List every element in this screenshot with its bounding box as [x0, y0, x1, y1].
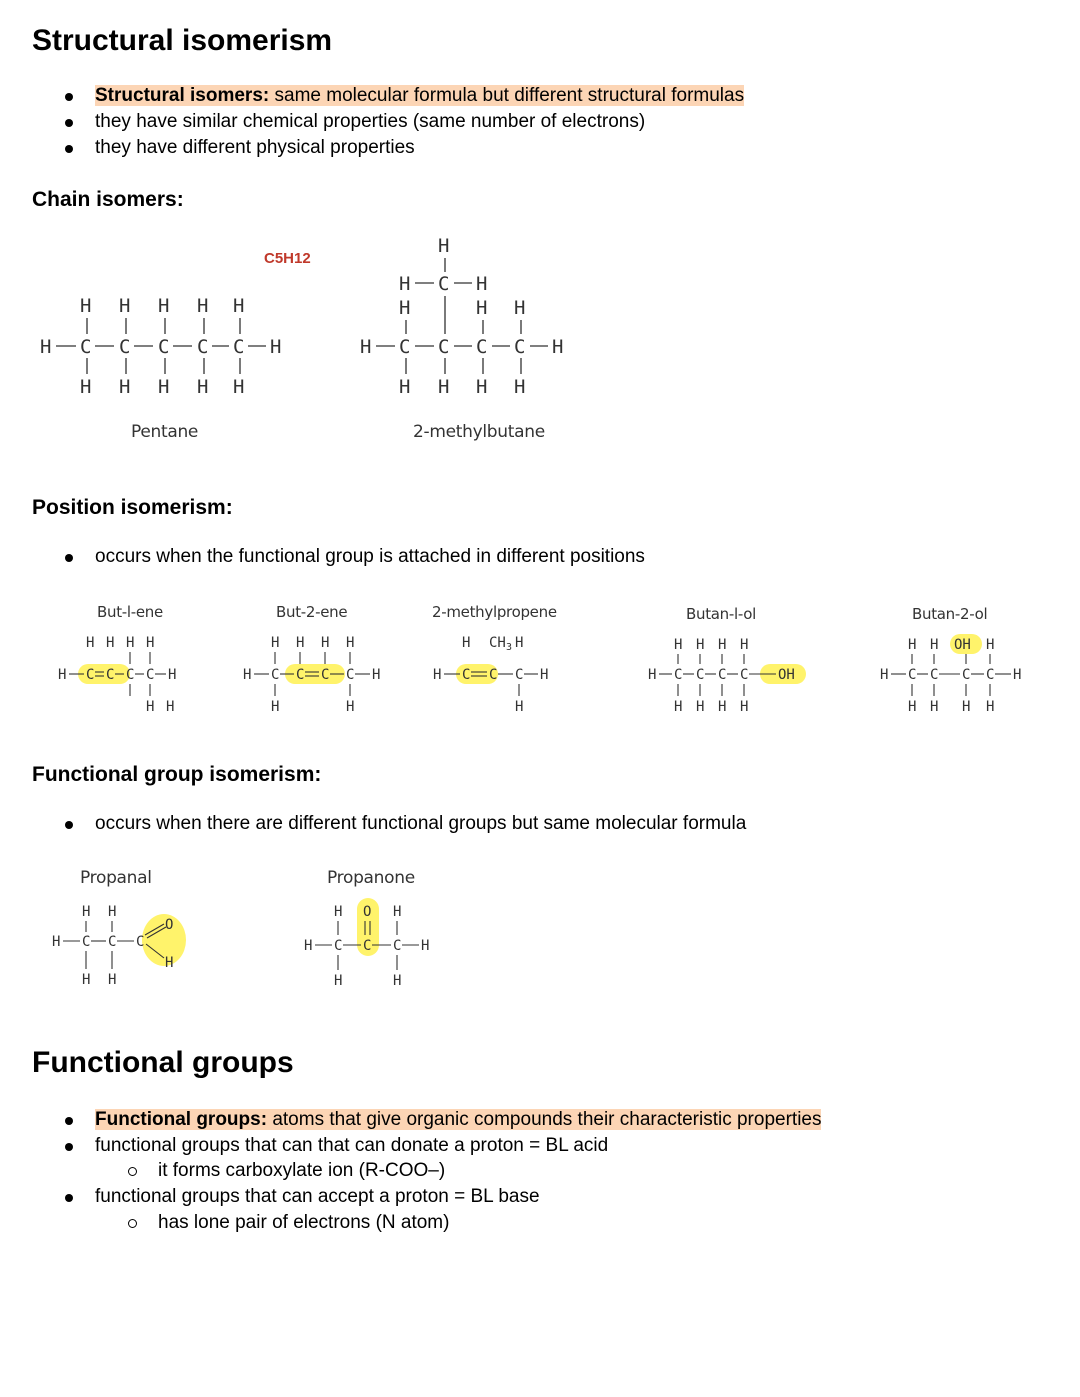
svg-text:C: C — [930, 667, 939, 683]
svg-text:H: H — [399, 297, 411, 319]
svg-text:H: H — [52, 934, 61, 950]
svg-text:H: H — [740, 699, 749, 715]
svg-text:H: H — [462, 635, 471, 651]
svg-text:H: H — [158, 376, 170, 398]
label-propanal: Propanal — [80, 868, 152, 888]
svg-text:H: H — [296, 635, 305, 651]
svg-text:C: C — [158, 336, 170, 358]
svg-text:C: C — [334, 938, 343, 954]
atom-h: H — [197, 295, 209, 317]
svg-text:H: H — [233, 376, 245, 398]
svg-text:H: H — [106, 635, 115, 651]
svg-text:C: C — [438, 336, 450, 358]
section-title-functional-groups: Functional groups — [32, 1046, 294, 1079]
label-2-methylbutane: 2-methylbutane — [413, 422, 545, 442]
svg-text:H: H — [718, 637, 727, 653]
bullet-similar-chemical: they have similar chemical properties (same number of electrons) — [95, 111, 646, 132]
svg-text:H: H — [108, 972, 117, 988]
bullet-dot — [65, 1194, 73, 1202]
svg-text:H: H — [165, 955, 174, 971]
svg-text:H: H — [674, 637, 683, 653]
svg-text:H: H — [986, 637, 995, 653]
svg-text:H: H — [515, 635, 524, 651]
atom-h: H — [80, 295, 92, 317]
bullet-dot — [65, 1143, 73, 1151]
bullet-functional-groups-definition — [95, 1109, 821, 1131]
svg-text:C: C — [108, 934, 117, 950]
svg-text:H: H — [360, 336, 372, 358]
svg-text:H: H — [40, 336, 52, 358]
svg-text:OH: OH — [954, 637, 971, 653]
svg-text:H: H — [476, 297, 488, 319]
bullet-bl-acid: functional groups that can that can donate a proton = BL acid — [95, 1135, 609, 1156]
svg-text:H: H — [674, 699, 683, 715]
svg-text:C: C — [82, 934, 91, 950]
svg-text:H: H — [514, 297, 526, 319]
atom-h: H — [233, 295, 245, 317]
svg-text:C: C — [393, 938, 402, 954]
svg-text:C: C — [146, 667, 155, 683]
svg-text:C: C — [462, 667, 471, 683]
svg-text:H: H — [552, 336, 564, 358]
svg-text:H: H — [930, 637, 939, 653]
svg-text:H: H — [82, 904, 91, 920]
svg-text:C: C — [271, 667, 280, 683]
svg-text:3: 3 — [506, 642, 513, 653]
label-propanone: Propanone — [327, 868, 415, 888]
svg-text:H: H — [321, 635, 330, 651]
svg-text:H: H — [146, 699, 155, 715]
bullet-different-physical: they have different physical properties — [95, 137, 415, 158]
label-2-methylpropene: 2-methylpropene — [432, 603, 557, 621]
svg-text:O: O — [165, 917, 174, 933]
bullet-dot — [65, 1117, 73, 1125]
svg-text:C: C — [346, 667, 355, 683]
svg-text:H: H — [271, 635, 280, 651]
svg-text:H: H — [696, 637, 705, 653]
svg-text:H: H — [696, 699, 705, 715]
svg-text:H: H — [740, 637, 749, 653]
atom-h: H — [158, 295, 170, 317]
section-title-functional-group-isomerism: Functional group isomerism: — [32, 763, 322, 786]
svg-text:H: H — [82, 972, 91, 988]
svg-text:H: H — [334, 904, 343, 920]
section-title-position-isomerism: Position isomerism: — [32, 496, 233, 519]
svg-text:H: H — [346, 699, 355, 715]
svg-text:H: H — [476, 273, 488, 295]
svg-text:H: H — [908, 637, 917, 653]
svg-text:C: C — [674, 667, 683, 683]
sub-bullet-circle — [128, 1167, 137, 1176]
svg-text:C: C — [718, 667, 727, 683]
svg-text:H: H — [86, 635, 95, 651]
term-structural-isomers: Structural isomers: — [95, 85, 270, 106]
svg-text:C: C — [740, 667, 749, 683]
sub-bullet-circle — [128, 1219, 137, 1228]
svg-text:C: C — [696, 667, 705, 683]
svg-text:H: H — [271, 699, 280, 715]
bullet-position: occurs when the functional group is attached in different positions — [95, 546, 645, 567]
svg-text:H: H — [718, 699, 727, 715]
svg-text:C: C — [136, 934, 145, 950]
svg-text:H: H — [108, 904, 117, 920]
definition-text: same molecular formula but different structural formulas — [269, 85, 745, 106]
label-butan-1-ol: Butan-l-ol — [686, 605, 756, 623]
svg-text:H: H — [908, 699, 917, 715]
svg-text:H: H — [197, 376, 209, 398]
svg-text:H: H — [540, 667, 549, 683]
svg-text:H: H — [304, 938, 313, 954]
svg-text:H: H — [334, 973, 343, 989]
svg-text:C: C — [106, 667, 115, 683]
label-butan-2-ol: Butan-2-ol — [912, 605, 988, 623]
formula-c5h12: C5H12 — [264, 250, 311, 267]
svg-text:H: H — [393, 973, 402, 989]
svg-text:C: C — [119, 336, 131, 358]
svg-text:C: C — [126, 667, 135, 683]
svg-text:H: H — [648, 667, 657, 683]
svg-text:C: C — [514, 336, 526, 358]
svg-text:C: C — [489, 667, 498, 683]
svg-text:H: H — [986, 699, 995, 715]
svg-text:H: H — [166, 699, 175, 715]
svg-text:CH: CH — [489, 635, 506, 651]
atom-h: H — [119, 295, 131, 317]
bullet-functional-isomerism: occurs when there are different functional groups but same molecular formula — [95, 813, 747, 834]
svg-text:C: C — [86, 667, 95, 683]
svg-text:OH: OH — [778, 667, 795, 683]
svg-text:C: C — [476, 336, 488, 358]
svg-text:H: H — [346, 635, 355, 651]
svg-text:H: H — [421, 938, 430, 954]
svg-text:C: C — [908, 667, 917, 683]
label-pentane: Pentane — [131, 422, 199, 442]
svg-text:H: H — [438, 376, 450, 398]
term-functional-groups: Functional groups: — [95, 1109, 268, 1130]
svg-text:H: H — [930, 699, 939, 715]
svg-text:O: O — [363, 904, 372, 920]
svg-text:C: C — [438, 273, 450, 295]
svg-text:H: H — [515, 699, 524, 715]
svg-text:H: H — [438, 235, 450, 257]
svg-text:H: H — [514, 376, 526, 398]
svg-text:H: H — [399, 273, 411, 295]
svg-text:H: H — [393, 904, 402, 920]
svg-text:H: H — [126, 635, 135, 651]
svg-text:H: H — [243, 667, 252, 683]
svg-text:H: H — [80, 376, 92, 398]
svg-text:H: H — [880, 667, 889, 683]
definition-text: atoms that give organic compounds their characteristic properties — [267, 1109, 822, 1130]
svg-text:C: C — [515, 667, 524, 683]
bullet-bl-base: functional groups that can accept a proton = BL base — [95, 1186, 540, 1207]
section-title-chain-isomers: Chain isomers: — [32, 188, 184, 211]
label-but-1-ene: But-l-ene — [97, 603, 163, 621]
svg-text:C: C — [296, 667, 305, 683]
svg-text:C: C — [233, 336, 245, 358]
svg-text:H: H — [476, 376, 488, 398]
svg-text:H: H — [119, 376, 131, 398]
sub-bullet-carboxylate: it forms carboxylate ion (R-COO–) — [158, 1160, 446, 1181]
svg-text:C: C — [399, 336, 411, 358]
highlight-aldehyde-group — [142, 914, 186, 966]
svg-text:C: C — [80, 336, 92, 358]
svg-text:H: H — [399, 376, 411, 398]
sub-bullet-lone-pair: has lone pair of electrons (N atom) — [158, 1212, 450, 1233]
svg-text:H: H — [372, 667, 381, 683]
svg-text:H: H — [962, 699, 971, 715]
svg-text:H: H — [433, 667, 442, 683]
svg-text:C: C — [986, 667, 995, 683]
svg-text:C: C — [321, 667, 330, 683]
svg-text:C: C — [962, 667, 971, 683]
svg-text:H: H — [270, 336, 282, 358]
svg-text:H: H — [168, 667, 177, 683]
svg-text:H: H — [58, 667, 67, 683]
svg-text:C: C — [197, 336, 209, 358]
svg-text:H: H — [1013, 667, 1022, 683]
svg-text:C: C — [363, 938, 372, 954]
svg-text:H: H — [146, 635, 155, 651]
label-but-2-ene: But-2-ene — [276, 603, 348, 621]
section-title-structural-isomerism: Structural isomerism — [32, 24, 333, 57]
